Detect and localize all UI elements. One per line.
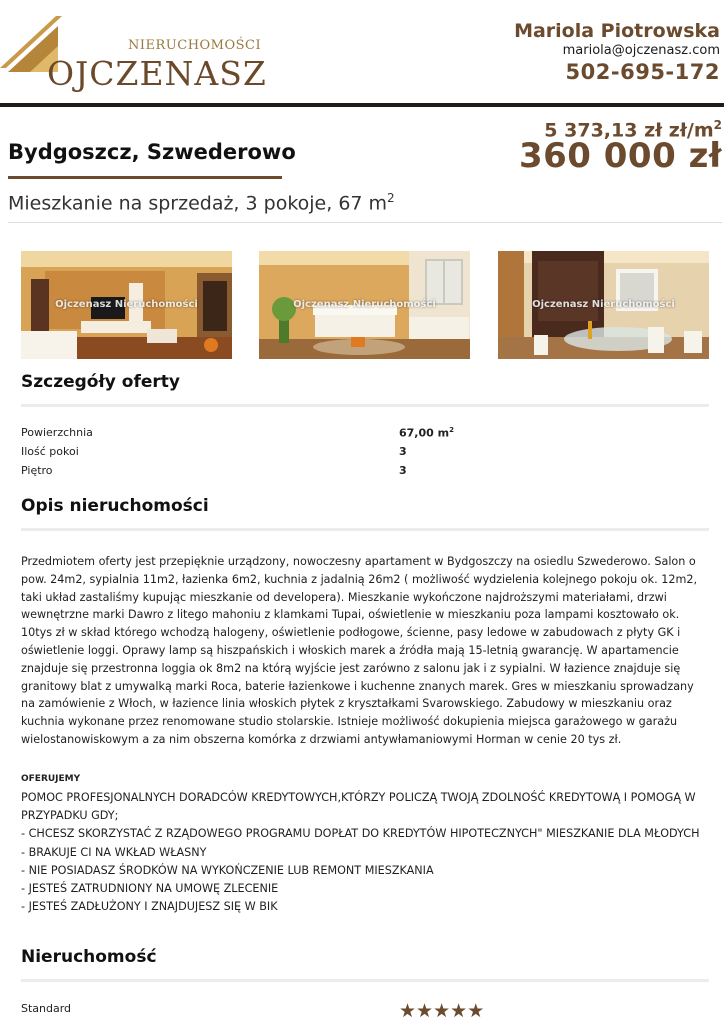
details-row xyxy=(21,426,709,445)
company-logo[interactable] xyxy=(0,10,267,100)
gallery-photo-2[interactable] xyxy=(259,251,470,359)
details-row-value-exponent: 2 xyxy=(449,426,454,434)
star-icon: ★ xyxy=(450,1000,468,1022)
logo-tagline: NIERUCHOMOŚCI xyxy=(128,38,262,53)
listing-price: 360 000 zł xyxy=(518,136,722,176)
star-icon: ★ xyxy=(433,1000,451,1022)
property-divider xyxy=(21,979,709,982)
agent-contact xyxy=(514,20,720,85)
price-per-m2-exponent: 2 xyxy=(713,118,722,132)
subtitle-divider xyxy=(8,222,722,223)
star-icon: ★ xyxy=(416,1000,434,1022)
description-text: Przedmiotem oferty jest przepięknie urządzony, nowoczesny apartament w Bydgoszczy na osiedlu Szwederowo. Salon o pow. 24m2, sypialnia 11m2, łazienka 6m2, kuchnia z jadalnią 26m2 ( możliwość wydzielenia kolejnego pokoju ok. 12m2, taki układ zastaliśmy kupując mieszkanie od developera). Mieszkanie wykończone najdroższymi materiałami, drzwi wewnętrzne marki Dawro z litego mahoniu z klamkami Tupai, oświetlenie w mieszkaniu poza lampami kosztowało ok. 10tys zł w skład którego wchodzą halogeny, oświetlenie podłogowe, ścienne, pasy ledowe w zabudowach z płyty GK i oświetlenie loggi. Oprawy lamp są hiszpańskich i włoskich marek a źródła mają 15-letnią gwarancję. W apartamencie znajduje się przestronna loggia ok 8m2 na którą wyjście jest zarówno z salonu jak i z sypialni. W łazience znajduje się granitowy blat z umywalką marki Roca, baterie łazienkowe i kuchenne znanych marek. Gres w mieszkaniu sprowadzany na zamówienie z Włoch, w łazience linia włoskich płytek z kryształkami Svarowskiego. Zabudowy w mieszkaniu oraz kuchnia wykonane przez renomowane studio stolarskie. Istnieje możliwość dokupienia miejsca garażowego w garażu wielostanowiskowym a za nim obszerna komórka z drzwiami antywłamaniowymi Horman w cenie 20 tys zł. xyxy=(21,555,698,746)
details-row xyxy=(21,464,709,483)
details-row-label: Powierzchnia xyxy=(21,426,93,439)
details-table xyxy=(21,426,709,483)
description-divider xyxy=(21,528,709,531)
details-row-value xyxy=(399,426,454,440)
description-heading: Opis nieruchomości xyxy=(21,496,209,516)
details-row-value: 3 xyxy=(399,445,407,458)
standard-rating xyxy=(399,1001,484,1021)
agent-name: Mariola Piotrowska xyxy=(514,20,720,42)
listing-subtitle-text: Mieszkanie na sprzedaż, 3 pokoje, 67 m xyxy=(8,192,388,215)
title-underline xyxy=(8,176,282,179)
property-heading: Nieruchomość xyxy=(21,947,157,967)
standard-label: Standard xyxy=(21,1002,72,1015)
gallery-photo-1[interactable] xyxy=(21,251,232,359)
details-row-value: 3 xyxy=(399,464,407,477)
offer-list xyxy=(21,789,709,916)
agent-email-link[interactable]: mariola@ojczenasz.com xyxy=(562,43,720,58)
offer-list-item: - JESTEŚ ZATRUDNIONY NA UMOWĘ ZLECENIE xyxy=(21,882,279,896)
photo-watermark: Ojczenasz Nieruchomości xyxy=(55,299,198,310)
offer-list-item: - CHCESZ SKORZYSTAĆ Z RZĄDOWEGO PROGRAMU DOPŁAT DO KREDYTÓW HIPOTECZNYCH" MIESZKANIE DLA MŁODYCH xyxy=(21,827,700,841)
offer-heading: OFERUJEMY xyxy=(21,774,81,784)
details-divider xyxy=(21,404,709,407)
details-heading: Szczegóły oferty xyxy=(21,372,180,392)
star-icon: ★ xyxy=(467,1000,485,1022)
offer-list-item: - NIE POSIADASZ ŚRODKÓW NA WYKOŃCZENIE LUB REMONT MIESZKANIA xyxy=(21,863,434,877)
listing-subtitle-exponent: 2 xyxy=(387,191,395,205)
logo-wordmark: OJCZENASZ xyxy=(47,54,267,93)
offer-list-item: - BRAKUJE CI NA WKŁAD WŁASNY xyxy=(21,845,207,859)
gallery-photo-3[interactable] xyxy=(498,251,709,359)
details-row-label: Piętro xyxy=(21,464,53,477)
photo-gallery xyxy=(21,251,711,359)
details-row xyxy=(21,445,709,464)
details-row-label: Ilość pokoi xyxy=(21,445,79,458)
photo-watermark: Ojczenasz Nieruchomości xyxy=(532,299,675,310)
offer-list-item: POMOC PROFESJONALNYCH DORADCÓW KREDYTOWYCH,KTÓRZY POLICZĄ TWOJĄ ZDOLNOŚĆ KREDYTOWĄ I POMOGĄ W PRZYPADKU GDY; xyxy=(21,791,696,823)
star-icon: ★ xyxy=(399,1000,417,1022)
offer-list-item: - JESTEŚ ZADŁUŻONY I ZNAJDUJESZ SIĘ W BIK xyxy=(21,900,278,914)
agent-phone[interactable]: 502-695-172 xyxy=(565,60,720,84)
listing-location: Bydgoszcz, Szwederowo xyxy=(8,140,296,164)
header-divider xyxy=(0,103,724,107)
listing-subtitle xyxy=(8,191,395,214)
details-row-value-text: 67,00 m xyxy=(399,426,450,440)
price-per-m2-value: 5 373,13 zł zł/m xyxy=(544,119,714,142)
photo-watermark: Ojczenasz Nieruchomości xyxy=(293,299,436,310)
page-header xyxy=(0,0,724,106)
